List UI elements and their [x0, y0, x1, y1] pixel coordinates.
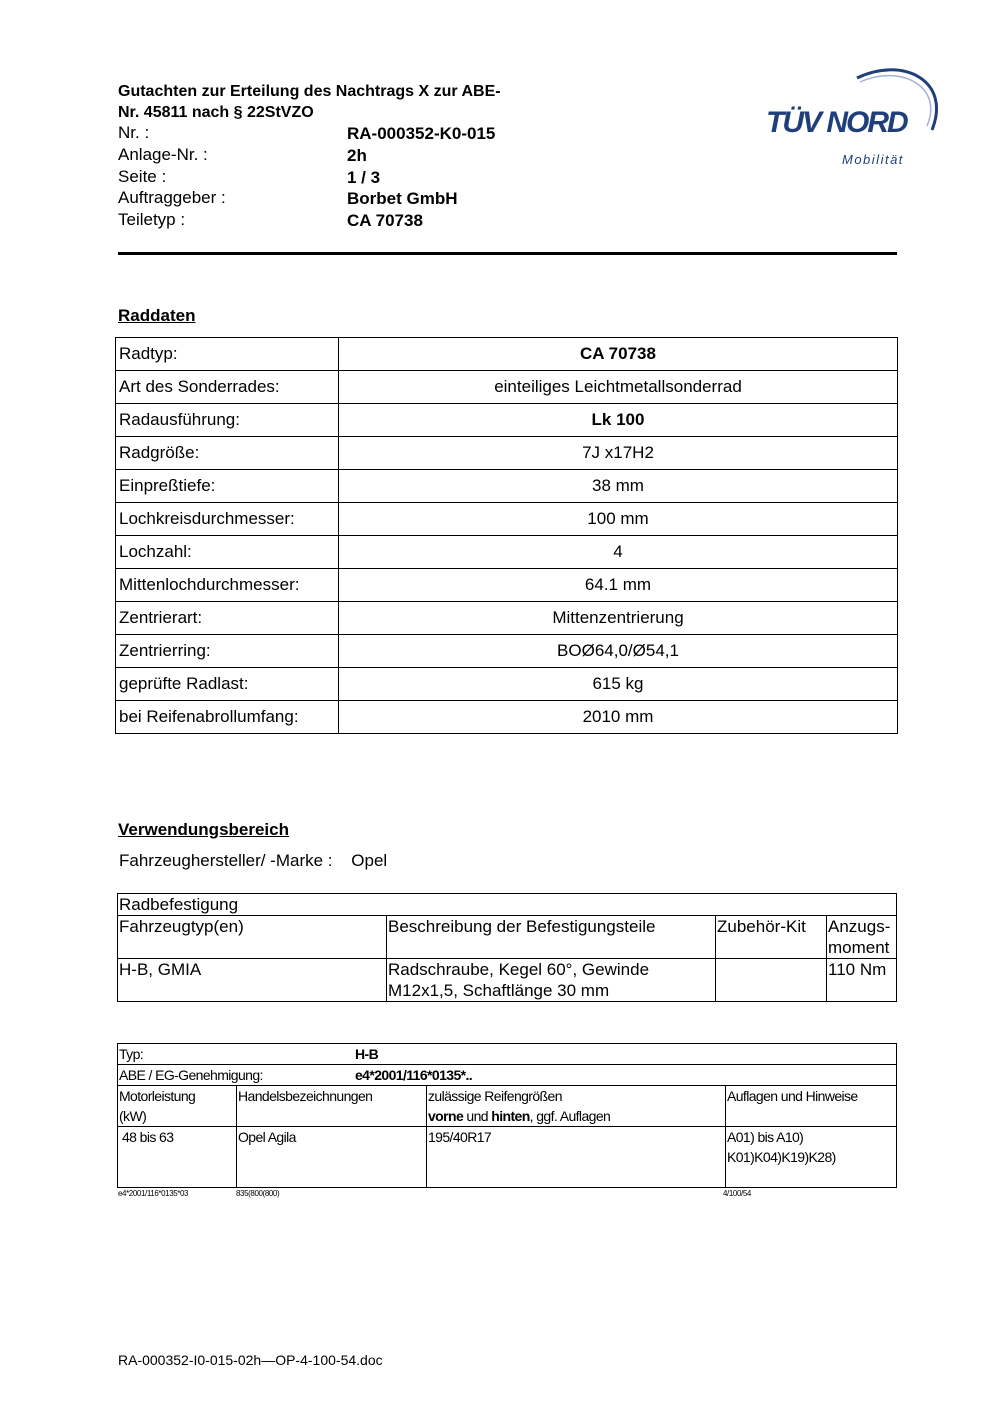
note-code: 835(800(800) [236, 1189, 280, 1198]
raddaten-label: Einpreßtiefe: [116, 470, 339, 503]
meta-value-seite: 1 / 3 [347, 168, 381, 187]
verwendung-title: Verwendungsbereich [118, 820, 289, 839]
col-motorleistung-1: Motorleistung [119, 1088, 196, 1104]
row-motorleistung [118, 1127, 237, 1188]
raddaten-label: Zentrierring: [116, 635, 339, 668]
raddaten-value: 4 [339, 536, 898, 569]
col-motorleistung-2: (kW) [119, 1108, 147, 1124]
raddaten-row [116, 569, 898, 602]
raddaten-value: Mittenzentrierung [339, 602, 898, 635]
hersteller-label: Fahrzeughersteller/ -Marke : [119, 851, 333, 870]
raddaten-label: Mittenlochdurchmesser: [116, 569, 339, 602]
typ-table [117, 1043, 897, 1188]
raddaten-label: geprüfte Radlast: [116, 668, 339, 701]
raddaten-row [116, 701, 898, 734]
raddaten-row [116, 536, 898, 569]
meta-label-teiletyp: Teiletyp : [118, 210, 186, 229]
row-auflagen-2: K01)K04)K19)K28) [727, 1149, 836, 1165]
logo-subtitle: Mobilität [842, 152, 904, 167]
meta-label-nr: Nr. : [118, 123, 150, 142]
raddaten-row [116, 503, 898, 536]
raddaten-row [116, 470, 898, 503]
col-auflagen: Auflagen und Hinweise [726, 1086, 897, 1127]
col-reifen-auflagen: , ggf. Auflagen [529, 1108, 611, 1124]
note-genehmigung: e4*2001/116*0135*03 [118, 1189, 189, 1198]
row-motorleistung-value: 48 bis 63 [122, 1129, 174, 1145]
meta-value-teiletyp: CA 70738 [347, 211, 423, 230]
title-line-1: Gutachten zur Erteilung des Nachtrags X zur ABE- [118, 83, 501, 100]
col-motorleistung [118, 1086, 237, 1127]
header-divider [118, 252, 897, 255]
raddaten-row [116, 437, 898, 470]
meta-label-seite: Seite : [118, 167, 167, 186]
raddaten-value: 2010 mm [339, 701, 898, 734]
col-reifengroessen [427, 1086, 726, 1127]
row-beschreibung-1: Radschraube, Kegel 60°, Gewinde [388, 960, 650, 979]
raddaten-value: BOØ64,0/Ø54,1 [339, 635, 898, 668]
raddaten-value: 7J x17H2 [339, 437, 898, 470]
col-reifen-vorne: vorne [428, 1108, 464, 1124]
col-reifen-hinten: hinten [491, 1108, 530, 1124]
title-line-2: Nr. 45811 nach § 22StVZO [118, 104, 314, 121]
typ-row [118, 1044, 897, 1065]
meta-value-auftraggeber: Borbet GmbH [347, 189, 458, 208]
typ-label: Typ: [119, 1046, 144, 1062]
raddaten-label: Art des Sonderrades: [116, 371, 339, 404]
abe-label: ABE / EG-Genehmigung: [119, 1067, 263, 1083]
hersteller-value: Opel [351, 851, 388, 870]
raddaten-value: CA 70738 [339, 338, 898, 371]
raddaten-row [116, 404, 898, 437]
raddaten-row [116, 338, 898, 371]
document-title [118, 81, 501, 123]
abe-row [118, 1065, 897, 1086]
col-handelsbezeichnungen: Handelsbezeichnungen [237, 1086, 427, 1127]
footer-filename: RA-000352-I0-015-02h—OP-4-100-54.doc [118, 1352, 383, 1368]
raddaten-label: Lochzahl: [116, 536, 339, 569]
typ-value: H-B [355, 1046, 379, 1062]
meta-value-anlage: 2h [347, 146, 367, 165]
radbefestigung-title: Radbefestigung [118, 894, 897, 916]
raddaten-value: einteiliges Leichtmetallsonderrad [339, 371, 898, 404]
header-fahrzeugtyp: Fahrzeugtyp(en) [118, 916, 387, 959]
header-beschreibung: Beschreibung der Befestigungsteile [387, 916, 716, 959]
raddaten-value: 100 mm [339, 503, 898, 536]
meta-label-anlage: Anlage-Nr. : [118, 145, 208, 164]
raddaten-label: Lochkreisdurchmesser: [116, 503, 339, 536]
raddaten-value: 38 mm [339, 470, 898, 503]
header-anzugsmoment [827, 916, 897, 959]
row-moment: 110 Nm [827, 959, 897, 1002]
logo-wordmark: TÜV NORD [766, 106, 907, 139]
hersteller-line [119, 851, 387, 871]
raddaten-label: Radtyp: [116, 338, 339, 371]
meta-label-auftraggeber: Auftraggeber : [118, 188, 226, 207]
row-beschreibung [387, 959, 716, 1002]
raddaten-label: bei Reifenabrollumfang: [116, 701, 339, 734]
header-zubehoer: Zubehör-Kit [716, 916, 827, 959]
header-anzugsmoment-2: moment [828, 938, 890, 957]
meta-value-nr: RA-000352-K0-015 [347, 124, 496, 143]
raddaten-row [116, 668, 898, 701]
row-fahrzeugtyp: H-B, GMIA [118, 959, 387, 1002]
raddaten-table [115, 337, 898, 734]
raddaten-label: Radgröße: [116, 437, 339, 470]
raddaten-value: 615 kg [339, 668, 898, 701]
col-reifengroessen-1: zulässige Reifengrößen [428, 1088, 562, 1104]
row-kit [716, 959, 827, 1002]
raddaten-row [116, 371, 898, 404]
abe-value: e4*2001/116*0135*.. [355, 1067, 473, 1083]
col-reifen-und: und [463, 1108, 492, 1124]
row-auflagen [726, 1127, 897, 1188]
raddaten-row [116, 602, 898, 635]
radbefestigung-table [117, 893, 897, 1002]
raddaten-row [116, 635, 898, 668]
raddaten-title: Raddaten [118, 306, 196, 325]
raddaten-value: 64.1 mm [339, 569, 898, 602]
row-reifengroesse: 195/40R17 [427, 1127, 726, 1188]
raddaten-label: Zentrierart: [116, 602, 339, 635]
raddaten-label: Radausführung: [116, 404, 339, 437]
tuv-nord-logo [762, 60, 942, 175]
col-reifengroessen-2 [428, 1106, 724, 1126]
row-beschreibung-2: M12x1,5, Schaftlänge 30 mm [388, 981, 610, 1000]
header-anzugsmoment-1: Anzugs- [828, 917, 891, 936]
row-auflagen-1: A01) bis A10) [727, 1129, 804, 1145]
raddaten-value: Lk 100 [339, 404, 898, 437]
row-handelsbezeichnung: Opel Agila [237, 1127, 427, 1188]
note-lk: 4/100/54 [723, 1189, 751, 1198]
